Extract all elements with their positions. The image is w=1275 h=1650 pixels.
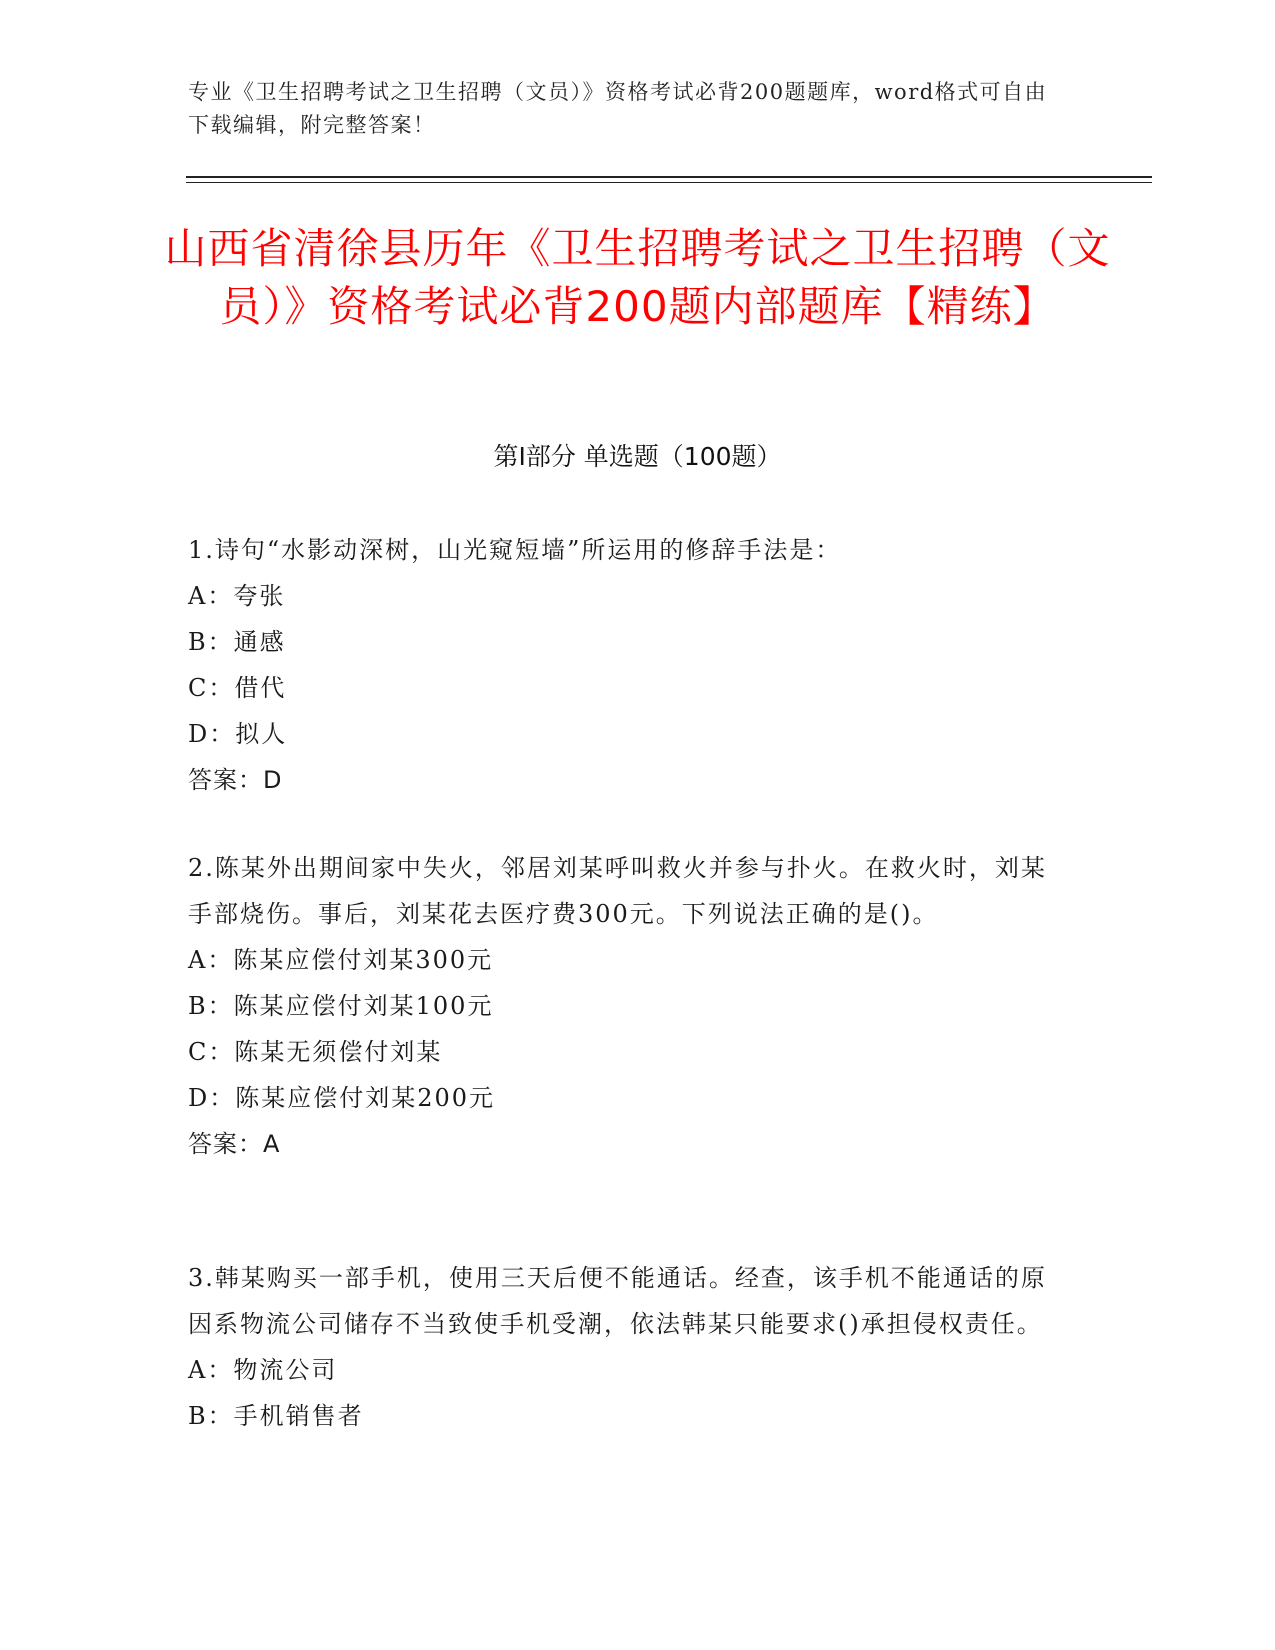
question-stem: 2.陈某外出期间家中失火，邻居刘某呼叫救火并参与扑火。在救火时，刘某手部烧伤。事后，刘某花去医疗费300元。下列说法正确的是()。 [188, 854, 1047, 928]
question-1 [188, 527, 1068, 803]
header-divider-thick [186, 176, 1152, 178]
option-c: C：借代 [188, 674, 287, 702]
option-d: D：拟人 [188, 720, 288, 748]
question-stem: 1.诗句“水影动深树，山光窥短墙”所运用的修辞手法是： [188, 536, 842, 564]
document-title: 山西省清徐县历年《卫生招聘考试之卫生招聘（文员）》资格考试必背200题内部题库【精练】 [164, 224, 1111, 331]
option-b: B：手机销售者 [188, 1402, 364, 1430]
header-note: 专业《卫生招聘考试之卫生招聘（文员）》资格考试必背200题题库，word格式可自由下载编辑，附完整答案！ [188, 80, 1048, 137]
option-a: A：夸张 [188, 582, 286, 610]
section-title: 第I部分 单选题（100题） [493, 442, 782, 471]
option-a: A：物流公司 [188, 1356, 338, 1384]
answer: 答案：D [188, 766, 283, 794]
question-stem: 3.韩某购买一部手机，使用三天后便不能通话。经查，该手机不能通话的原因系物流公司储存不当致使手机受潮，依法韩某只能要求()承担侵权责任。 [188, 1264, 1047, 1338]
option-d: D：陈某应偿付刘某200元 [188, 1084, 496, 1112]
option-b: B：通感 [188, 628, 286, 656]
header-divider-thin [186, 182, 1152, 183]
question-3 [188, 1255, 1068, 1439]
answer: 答案：A [188, 1130, 281, 1158]
question-2 [188, 845, 1068, 1167]
option-b: B：陈某应偿付刘某100元 [188, 992, 494, 1020]
option-c: C：陈某无须偿付刘某 [188, 1038, 443, 1066]
option-a: A：陈某应偿付刘某300元 [188, 946, 494, 974]
